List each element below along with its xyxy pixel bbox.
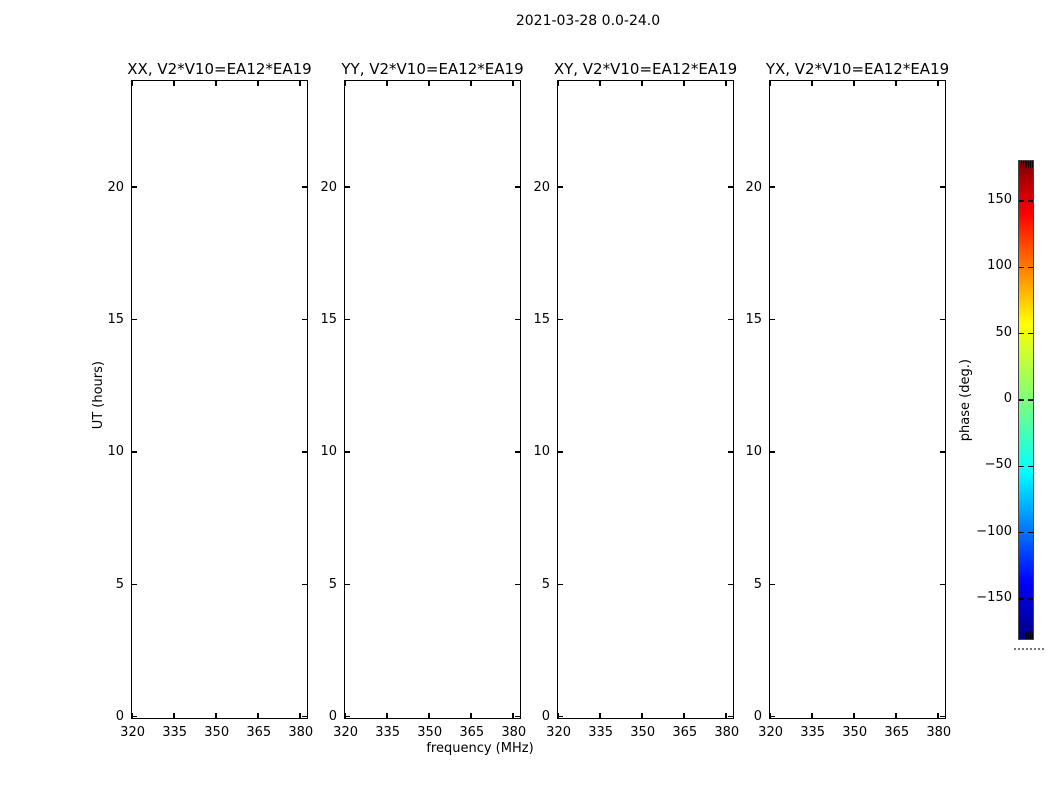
y-tick-label: 15	[745, 312, 762, 328]
x-tick-bottom	[853, 713, 854, 718]
colorbar-tick-right	[1028, 466, 1033, 467]
y-tick-left	[345, 319, 350, 320]
y-tick-left	[558, 451, 563, 452]
y-tick-label: 20	[320, 179, 337, 195]
x-tick-top	[428, 81, 429, 86]
y-tick-left	[558, 716, 563, 717]
colorbar-tick-label: 0	[1003, 391, 1012, 406]
colorbar-dotted-line	[1014, 648, 1044, 650]
y-tick-left	[558, 186, 563, 187]
x-tick-bottom	[811, 713, 812, 718]
x-tick-top	[769, 81, 770, 86]
x-tick-label: 335	[162, 725, 188, 740]
x-tick-bottom	[641, 713, 642, 718]
colorbar-label: phase (deg.)	[957, 359, 973, 442]
colorbar-tick-right	[1028, 532, 1033, 533]
plot-panel-yx	[769, 80, 946, 719]
y-tick-left	[132, 716, 137, 717]
x-tick-label: 320	[546, 725, 572, 740]
colorbar-top-hatch-mark	[1032, 161, 1033, 168]
colorbar-tick-label: −100	[976, 523, 1012, 539]
colorbar-tick-left	[1019, 532, 1024, 533]
y-tick-left	[558, 584, 563, 585]
y-tick-left	[770, 319, 775, 320]
colorbar-tick-label: 50	[995, 324, 1012, 340]
x-tick-bottom	[215, 713, 216, 718]
y-tick-left	[345, 716, 350, 717]
y-axis-label: UT (hours)	[90, 361, 106, 430]
y-tick-left	[558, 319, 563, 320]
y-tick-right	[940, 451, 945, 452]
y-tick-left	[345, 186, 350, 187]
x-axis-label: frequency (MHz)	[426, 741, 534, 756]
x-tick-bottom	[937, 713, 938, 718]
colorbar-tick-label: 100	[987, 258, 1012, 274]
y-tick-label: 5	[115, 576, 124, 592]
x-tick-label: 320	[333, 725, 359, 740]
x-tick-label: 380	[501, 725, 527, 740]
x-tick-label: 350	[417, 725, 443, 740]
x-tick-top	[299, 81, 300, 86]
x-tick-bottom	[386, 713, 387, 718]
plot-panel-xy	[557, 80, 734, 719]
y-tick-label: 15	[320, 312, 337, 328]
y-tick-label: 0	[753, 709, 762, 725]
y-tick-left	[770, 716, 775, 717]
x-tick-top	[811, 81, 812, 86]
x-tick-label: 320	[120, 725, 146, 740]
x-tick-top	[599, 81, 600, 86]
x-tick-top	[173, 81, 174, 86]
x-tick-bottom	[257, 713, 258, 718]
colorbar-tick-left	[1019, 267, 1024, 268]
y-tick-left	[132, 451, 137, 452]
y-tick-label: 0	[328, 709, 337, 725]
y-tick-label: 20	[745, 179, 762, 195]
y-tick-label: 5	[541, 576, 550, 592]
x-tick-top	[853, 81, 854, 86]
y-tick-left	[132, 186, 137, 187]
x-tick-bottom	[895, 713, 896, 718]
y-tick-label: 15	[533, 312, 550, 328]
colorbar-tick-label: 150	[987, 191, 1012, 207]
colorbar-bottom-hatch-mark	[1032, 632, 1033, 639]
subplot-title-xy: XY, V2*V10=EA12*EA19	[553, 60, 738, 78]
colorbar-tick-right	[1028, 267, 1033, 268]
y-tick-left	[345, 584, 350, 585]
x-tick-top	[937, 81, 938, 86]
plot-panel-yy	[344, 80, 521, 719]
x-tick-top	[641, 81, 642, 86]
x-tick-bottom	[683, 713, 684, 718]
x-tick-label: 350	[630, 725, 656, 740]
y-tick-label: 20	[107, 179, 124, 195]
x-tick-label: 320	[758, 725, 784, 740]
x-tick-top	[344, 81, 345, 86]
colorbar-tick-left	[1019, 598, 1024, 599]
colorbar-tick-label: −150	[976, 590, 1012, 606]
x-tick-label: 350	[204, 725, 230, 740]
colorbar-tick-right	[1028, 399, 1033, 400]
subplot-title-xx: XX, V2*V10=EA12*EA19	[127, 60, 312, 78]
x-tick-label: 380	[288, 725, 314, 740]
x-tick-top	[683, 81, 684, 86]
x-tick-top	[512, 81, 513, 86]
x-tick-top	[895, 81, 896, 86]
subplot-title-yx: YX, V2*V10=EA12*EA19	[765, 60, 950, 78]
x-tick-label: 335	[800, 725, 826, 740]
y-tick-left	[132, 319, 137, 320]
y-tick-label: 0	[541, 709, 550, 725]
x-tick-label: 380	[926, 725, 952, 740]
y-tick-label: 10	[320, 444, 337, 460]
y-tick-label: 10	[745, 444, 762, 460]
x-tick-label: 335	[588, 725, 614, 740]
x-tick-top	[725, 81, 726, 86]
y-tick-label: 0	[115, 709, 124, 725]
x-tick-label: 365	[246, 725, 272, 740]
x-tick-top	[386, 81, 387, 86]
x-tick-bottom	[470, 713, 471, 718]
y-tick-right	[940, 716, 945, 717]
colorbar-tick-left	[1019, 399, 1024, 400]
y-tick-left	[132, 584, 137, 585]
y-tick-right	[940, 319, 945, 320]
y-tick-label: 10	[107, 444, 124, 460]
y-tick-left	[770, 584, 775, 585]
x-tick-label: 335	[375, 725, 401, 740]
colorbar-tick-right	[1028, 200, 1033, 201]
x-tick-label: 365	[672, 725, 698, 740]
x-tick-bottom	[173, 713, 174, 718]
plot-panel-xx	[131, 80, 308, 719]
colorbar-tick-label: −50	[984, 457, 1012, 473]
y-tick-label: 15	[107, 312, 124, 328]
colorbar-tick-right	[1028, 333, 1033, 334]
colorbar-tick-left	[1019, 466, 1024, 467]
y-tick-label: 5	[753, 576, 762, 592]
y-tick-right	[940, 186, 945, 187]
x-tick-bottom	[428, 713, 429, 718]
colorbar-tick-right	[1028, 598, 1033, 599]
x-tick-label: 365	[459, 725, 485, 740]
y-tick-label: 5	[328, 576, 337, 592]
colorbar-gradient	[1018, 160, 1034, 640]
subplot-title-yy: YY, V2*V10=EA12*EA19	[341, 60, 524, 78]
x-tick-top	[470, 81, 471, 86]
colorbar-tick-left	[1019, 200, 1024, 201]
figure-title: 2021-03-28 0.0-24.0	[515, 13, 661, 29]
x-tick-label: 350	[842, 725, 868, 740]
y-tick-label: 20	[533, 179, 550, 195]
y-tick-label: 10	[533, 444, 550, 460]
x-tick-top	[557, 81, 558, 86]
y-tick-right	[940, 584, 945, 585]
x-tick-bottom	[599, 713, 600, 718]
x-tick-top	[131, 81, 132, 86]
y-tick-left	[345, 451, 350, 452]
y-tick-left	[770, 451, 775, 452]
y-tick-left	[770, 186, 775, 187]
x-tick-top	[257, 81, 258, 86]
x-tick-label: 365	[884, 725, 910, 740]
x-tick-label: 380	[714, 725, 740, 740]
colorbar-tick-left	[1019, 333, 1024, 334]
x-tick-top	[215, 81, 216, 86]
